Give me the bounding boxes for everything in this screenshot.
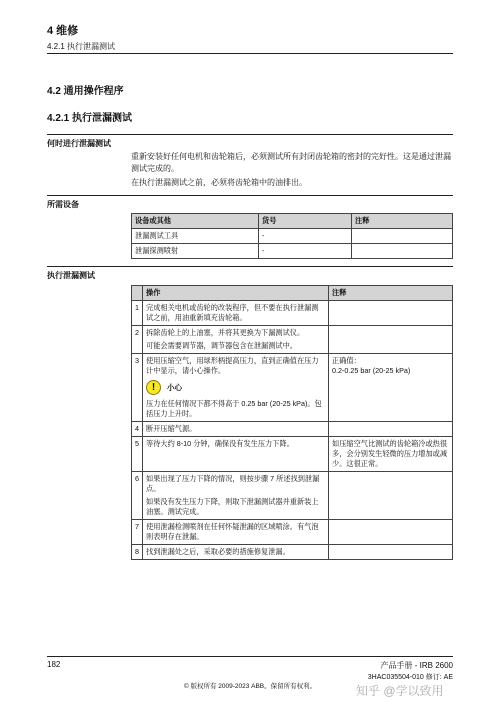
step-number: 8 [132, 545, 143, 560]
step-text: 拆除齿轮上的上油塞，并将其更换为下漏测试仪。 [146, 328, 305, 337]
col-step [132, 286, 143, 301]
equipment-name: 泄漏测试工具 [132, 229, 259, 244]
col-equipment: 设备或其他 [132, 214, 259, 229]
step-text: 断开压缩气源。 [146, 424, 197, 433]
col-action: 操作 [143, 286, 329, 301]
step-note [329, 520, 453, 545]
step-note: 正确值： 0.2-0.25 bar (20-25 kPa) [329, 354, 453, 422]
manual-title: 产品手册 - IRB 2600 [380, 661, 453, 670]
divider-procedure [47, 266, 453, 267]
step-number: 4 [132, 422, 143, 437]
step-action [143, 301, 329, 326]
step-number: 7 [132, 520, 143, 545]
step-text: 使用压缩空气，用球形柄提高压力，直到正确值在压力计中显示，请小心操作。 [146, 356, 319, 375]
table-row [132, 422, 453, 437]
step-action [143, 326, 329, 354]
caution-text: 压力在任何情况下都不得高于 0.25 bar (20-25 kPa)。包括压力上升时。 [146, 399, 322, 418]
divider-equipment [47, 195, 453, 196]
when-para-2: 在执行泄漏测试之前，必须将齿轮箱中的油排出。 [131, 178, 307, 187]
subsection-title: 4.2.1 执行泄漏测试 [47, 113, 133, 124]
step-note [329, 545, 453, 560]
step-text: 如果出现了压力下降的情况，则按步骤 7 所述找到泄漏点。 [146, 474, 320, 493]
step-note [329, 422, 453, 437]
table-row [132, 545, 453, 560]
equipment-table [131, 213, 453, 259]
page-number: 182 [47, 660, 61, 669]
step-note [329, 326, 453, 354]
divider-when [47, 134, 453, 135]
caution-box [146, 380, 325, 395]
table-row [132, 244, 453, 259]
footer-divider [47, 656, 453, 657]
col-note: 注释 [329, 286, 453, 301]
document-id: 3HAC035504-010 修订: AE [367, 674, 453, 681]
caution-label: 小心 [167, 382, 182, 392]
procedure-table [131, 285, 453, 560]
caution-icon: ! [146, 380, 161, 395]
table-row [132, 301, 453, 326]
equipment-note [352, 244, 453, 259]
chapter-header: 4 维修 [47, 25, 79, 37]
section-title: 4.2 通用操作程序 [47, 86, 124, 97]
step-action [143, 354, 329, 422]
table-row [132, 437, 453, 472]
step-note [329, 301, 453, 326]
table-row [132, 229, 453, 244]
step-text: 完成相关电机或齿轮的改装程序，但不要在执行泄漏测试之前，用油重新填充齿轮箱。 [146, 303, 319, 322]
equipment-name: 泄漏探测喷射 [132, 244, 259, 259]
step-note: 如压缩空气比测试的齿轮箱冷或热很多，会分别发生轻微的压力增加或减少。这很正常。 [329, 437, 453, 472]
equipment-part: - [259, 229, 352, 244]
col-note: 注释 [352, 214, 453, 229]
step-number: 5 [132, 437, 143, 472]
equipment-part: - [259, 244, 352, 259]
table-row [132, 520, 453, 545]
watermark: 知乎 @学以致用 [356, 684, 444, 698]
step-number: 3 [132, 354, 143, 422]
step-number: 6 [132, 472, 143, 520]
step-number: 1 [132, 301, 143, 326]
step-text: 如果没有发生压力下降，则取下泄漏测试器并重新装上油塞。测试完成。 [146, 497, 319, 516]
procedure-header-row [132, 286, 453, 301]
step-text: 找到泄漏处之后，采取必要的措施修复泄漏。 [146, 547, 290, 556]
step-note [329, 472, 453, 520]
step-action [143, 422, 329, 437]
step-text: 等待大约 8-10 分钟，确保没有发生压力下降。 [146, 439, 294, 448]
when-label: 何时进行泄漏测试 [47, 139, 111, 148]
table-row [132, 354, 453, 422]
col-part-number: 货号 [259, 214, 352, 229]
equipment-label: 所需设备 [47, 200, 79, 209]
step-action [143, 472, 329, 520]
step-text: 使用泄漏检测喷剂在任何怀疑泄漏的区域喷涂。有气泡则表明存在泄漏。 [146, 522, 319, 541]
procedure-label: 执行泄漏测试 [47, 271, 95, 280]
step-action [143, 520, 329, 545]
copyright: © 版权所有 2009-2023 ABB。保留所有权利。 [183, 683, 317, 690]
table-row [132, 326, 453, 354]
when-para-1: 重新安装好任何电机和齿轮箱后，必须测试所有封闭齿轮箱的密封的完好性。这是通过泄漏测试完成的。 [131, 152, 451, 173]
table-row [132, 472, 453, 520]
header-divider [47, 53, 453, 54]
step-action [143, 437, 329, 472]
equipment-header-row [132, 214, 453, 229]
equipment-note [352, 229, 453, 244]
step-number: 2 [132, 326, 143, 354]
step-action [143, 545, 329, 560]
subsection-header: 4.2.1 执行泄漏测试 [47, 42, 116, 51]
step-text: 可能会需要调节器，调节器包含在泄漏测试中。 [146, 341, 297, 350]
